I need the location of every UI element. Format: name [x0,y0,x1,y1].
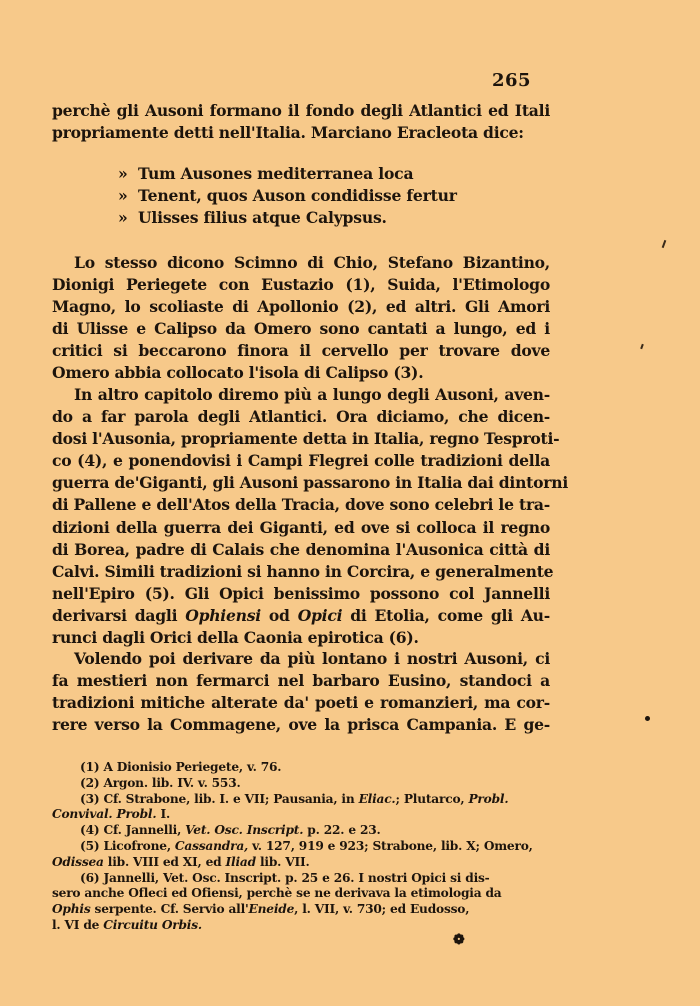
footnote-3-cont: Convival. Probl. I. [52,807,170,822]
text-line: critici si beccarono finora il cervello per trovare dove [52,341,550,361]
quote-line: » Ulisses filius atque Calypsus. [118,208,387,227]
footnote-6-cont: Ophis serpente. Cf. Servio all'Eneide, l. VII, v. 730; ed Eudosso, [52,902,470,917]
page-number: 265 [492,70,532,91]
text-line: Magno, lo scoliaste di Apollonio (2), ed altri. Gli Amori [52,297,550,317]
text-line: derivarsi dagli Ophiensi od Opici di Etolia, come gli Au- [52,605,550,625]
text-line: di Pallene e dell'Atos della Tracia, dove sono celebri le tra- [52,495,550,515]
text-line: In altro capitolo diremo più a lungo degli Ausoni, aven- [74,385,550,404]
text-line: perchè gli Ausoni formano il fondo degli Atlantici ed Itali [52,101,550,120]
intro-paragraph [52,100,550,144]
footnote-1: (1) A Dionisio Periegete, v. 76. [80,760,282,774]
footnote-6: (6) Jannelli, Vet. Osc. Inscript. p. 25 e 26. I nostri Opici si dis- [80,870,490,885]
text-line: tradizioni mitiche alterate da' poeti e romanzieri, ma cor- [52,693,550,713]
ink-mark [662,240,667,248]
text-line: di Ulisse e Calipso da Omero sono cantati a lungo, ed i [52,319,550,339]
footnote-5-cont: Odissea lib. VIII ed XI, ed Iliad lib. VII. [52,854,310,869]
text-line: Omero abbia collocato l'isola di Calipso (3). [52,363,424,383]
text-line: Dionigi Periegete con Eustazio (1), Suida, l'Etimologo [52,275,550,295]
footnote-6-cont: sero anche Ofleci ed Ofiensi, perchè se ne derivava la etimologia da [52,886,502,901]
footnote-6-cont: l. VI de Circuitu Orbis. [52,917,202,932]
footnote-3: (3) Cf. Strabone, lib. I. e VII; Pausania, in Eliac.; Plutarco, Probl. [80,791,509,806]
text-line: guerra de'Giganti, gli Ausoni passarono in Italia dai dintorni [52,473,569,493]
text-line: Volendo poi derivare da più lontano i nostri Ausoni, ci [74,649,550,668]
text-line: Lo stesso dicono Scimno di Chio, Stefano Bizantino, [74,253,550,272]
footnotes [52,760,552,934]
text-line: di Borea, padre di Calais che denomina l'Ausonica città di [52,539,550,559]
paragraph-3 [52,648,550,736]
footnote-4: (4) Cf. Jannelli, Vet. Osc. Inscript. p. 22. e 23. [80,823,381,838]
latin-quotation [118,163,457,229]
ink-speck [645,716,650,721]
text-line: dosi l'Ausonia, propriamente detta in Italia, regno Tesproti- [52,429,560,449]
quote-line: » Tum Ausones mediterranea loca [118,164,414,183]
ink-mark [640,344,644,349]
text-line: runci dagli Orici della Caonia epirotica (6). [52,628,419,648]
text-line: co (4), e ponendovisi i Campi Flegrei colle tradizioni della [52,451,550,471]
footnote-2: (2) Argon. lib. IV. v. 553. [80,775,241,790]
footnote-5: (5) Licofrone, Cassandra, v. 127, 919 e 923; Strabone, lib. X; Omero, [80,838,533,853]
text-line: rere verso la Commagene, ove la prisca Campania. E ge- [52,715,550,735]
paragraph-1 [52,252,550,385]
quote-line: » Tenent, quos Auson condidisse fertur [118,186,457,205]
text-line: do a far parola degli Atlantici. Ora diciamo, che dicen- [52,407,550,427]
text-line: propriamente detti nell'Italia. Marciano Eracleota dice: [52,123,524,143]
text-line: fa mestieri non fermarci nel barbaro Eusino, standoci a [52,671,550,691]
paragraph-2 [52,384,569,649]
ornament-icon: ❁ [453,932,465,948]
text-line: nell'Epiro (5). Gli Opici benissimo possono col Jannelli [52,583,550,603]
text-line: Calvi. Simili tradizioni si hanno in Corcira, e generalmente [52,561,554,581]
text-line: dizioni della guerra dei Giganti, ed ove si colloca il regno [52,517,550,537]
